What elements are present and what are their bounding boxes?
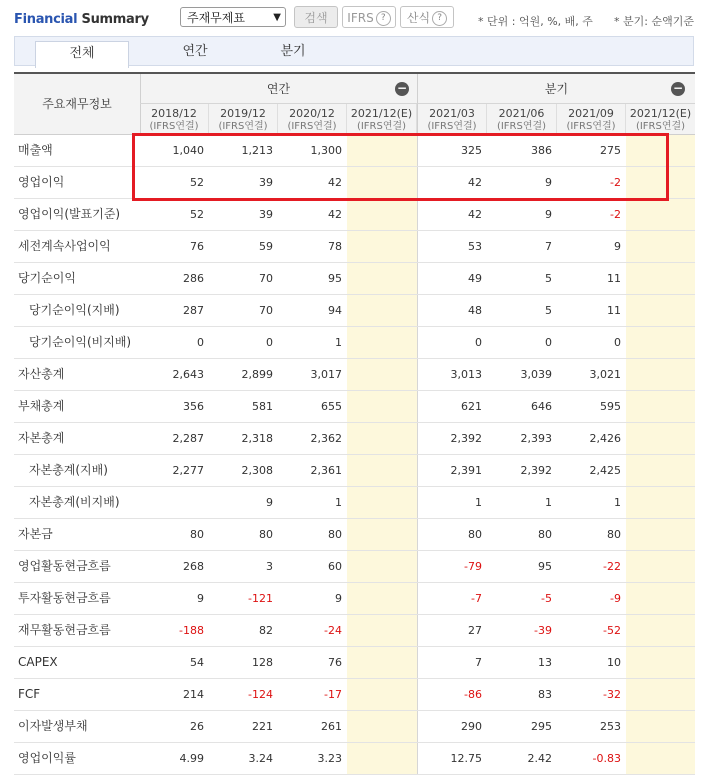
period-date: 2019/12	[220, 107, 266, 120]
value-cell: 3.23	[317, 752, 342, 765]
value-cell: -124	[248, 688, 273, 701]
ifrs-label: IFRS	[347, 11, 374, 25]
row-label: CAPEX	[14, 647, 140, 678]
row-label: 재무활동현금흐름	[14, 615, 140, 646]
value-cell	[626, 423, 695, 454]
row-label: 자본총계(지배)	[14, 455, 140, 486]
value-cell: 83	[538, 688, 552, 701]
toolbar	[0, 0, 721, 36]
period-date: 2020/12	[289, 107, 335, 120]
value-cell: 646	[531, 400, 552, 413]
value-cell: 80	[607, 528, 621, 541]
value-cell	[347, 295, 417, 326]
value-cell: 261	[321, 720, 342, 733]
value-cell: 2,426	[589, 432, 621, 445]
row-label: 이자발생부채	[14, 711, 140, 742]
value-cell: 2,362	[310, 432, 342, 445]
value-cell: 80	[538, 528, 552, 541]
title-summary: Summary	[77, 12, 149, 27]
value-cell: 2,391	[417, 455, 487, 486]
annual-group-label: 연간	[266, 82, 291, 96]
tab-annual[interactable]: 연간	[182, 44, 208, 59]
quarter-group-header	[417, 74, 695, 104]
table-row	[14, 551, 695, 583]
value-cell: 70	[259, 272, 273, 285]
page-title	[14, 12, 149, 27]
value-cell: 0	[197, 336, 204, 349]
value-cell	[347, 135, 417, 166]
value-cell	[626, 583, 695, 614]
period-date: 2018/12	[151, 107, 197, 120]
value-cell: -32	[603, 688, 621, 701]
value-cell: -0.83	[592, 752, 621, 765]
value-cell: 2,361	[310, 464, 342, 477]
value-cell: 60	[328, 560, 342, 573]
period-basis: (IFRS연결)	[496, 121, 547, 132]
value-cell: 80	[190, 528, 204, 541]
value-cell: 95	[328, 272, 342, 285]
period-basis: (IFRS연결)	[287, 121, 337, 132]
value-cell	[347, 199, 417, 230]
value-cell: 7	[417, 647, 487, 678]
value-cell: 9	[545, 208, 552, 221]
value-cell: -188	[179, 624, 204, 637]
value-cell	[626, 487, 695, 518]
value-cell: 325	[417, 135, 487, 166]
tab-quarterly[interactable]: 분기	[280, 44, 306, 59]
value-cell	[347, 711, 417, 742]
value-cell	[347, 487, 417, 518]
value-cell: 1	[417, 487, 487, 518]
table-row	[14, 263, 695, 295]
value-cell: 1,300	[310, 144, 342, 157]
table-row	[14, 231, 695, 263]
value-cell: 621	[417, 391, 487, 422]
value-cell	[626, 391, 695, 422]
value-cell	[626, 231, 695, 262]
collapse-quarter-icon[interactable]: −	[672, 81, 684, 95]
value-cell: 80	[328, 528, 342, 541]
value-cell: 295	[531, 720, 552, 733]
value-cell	[626, 551, 695, 582]
value-cell: 27	[417, 615, 487, 646]
period-header	[487, 104, 557, 134]
value-cell	[347, 231, 417, 262]
row-label: 영업이익	[14, 167, 140, 198]
table-row	[14, 615, 695, 647]
value-cell: 1	[335, 496, 342, 509]
row-header-label: 주요재무정보	[14, 74, 141, 134]
table-row	[14, 647, 695, 679]
period-header	[557, 104, 626, 134]
value-cell: 655	[321, 400, 342, 413]
value-cell	[626, 167, 695, 198]
title-financial: Financial	[14, 12, 78, 27]
statement-type-select[interactable]	[180, 7, 286, 27]
ifrs-help-button[interactable]	[342, 6, 396, 28]
value-cell: 78	[328, 240, 342, 253]
question-icon: ?	[432, 11, 447, 26]
value-cell: -79	[417, 551, 487, 582]
period-basis: (IFRS연결)	[218, 121, 268, 132]
value-cell: 0	[614, 336, 621, 349]
period-date: 2021/06	[498, 107, 545, 120]
value-cell: 2,318	[241, 432, 273, 445]
value-cell: 287	[183, 304, 204, 317]
value-cell: 1	[335, 336, 342, 349]
value-cell: 3,013	[417, 359, 487, 390]
value-cell: 82	[259, 624, 273, 637]
value-cell: 2,393	[520, 432, 552, 445]
value-cell: 214	[183, 688, 204, 701]
formula-help-button[interactable]	[400, 6, 454, 28]
value-cell: 54	[190, 656, 204, 669]
value-cell	[347, 615, 417, 646]
value-cell: 1,213	[241, 144, 273, 157]
value-cell	[347, 263, 417, 294]
collapse-annual-icon[interactable]: −	[396, 81, 408, 95]
table-row	[14, 743, 695, 775]
period-basis: (IFRS연결)	[635, 121, 686, 132]
value-cell: 42	[417, 167, 487, 198]
value-cell: -2	[610, 208, 621, 221]
value-cell	[626, 743, 695, 774]
value-cell: 95	[538, 560, 552, 573]
period-date: 2021/12(E)	[629, 107, 692, 120]
value-cell: 2,643	[172, 368, 204, 381]
value-cell: 9	[335, 592, 342, 605]
value-cell	[626, 679, 695, 710]
financial-summary-table	[14, 72, 695, 775]
value-cell: 2,392	[520, 464, 552, 477]
value-cell: 76	[190, 240, 204, 253]
value-cell: 3,017	[310, 368, 342, 381]
value-cell: 253	[600, 720, 621, 733]
value-cell: 94	[328, 304, 342, 317]
value-cell	[347, 327, 417, 358]
value-cell	[626, 455, 695, 486]
value-cell	[626, 327, 695, 358]
value-cell: 3,039	[520, 368, 552, 381]
table-row	[14, 391, 695, 423]
period-date: 2021/09	[568, 107, 614, 120]
value-cell: 48	[417, 295, 487, 326]
value-cell: 42	[328, 176, 342, 189]
value-cell: 2,392	[417, 423, 487, 454]
chevron-down-icon: ▼	[273, 12, 281, 23]
value-cell: 9	[545, 176, 552, 189]
value-cell: 275	[600, 144, 621, 157]
value-cell: 386	[531, 144, 552, 157]
value-cell	[347, 423, 417, 454]
row-label: 영업이익률	[14, 743, 140, 774]
row-label: 자본총계	[14, 423, 140, 454]
value-cell: 26	[190, 720, 204, 733]
period-basis: (IFRS연결)	[356, 121, 407, 132]
value-cell: 0	[266, 336, 273, 349]
value-cell: 0	[417, 327, 487, 358]
value-cell	[626, 519, 695, 550]
value-cell: 10	[607, 656, 621, 669]
period-header	[209, 104, 278, 134]
value-cell: -39	[534, 624, 552, 637]
value-cell: -7	[417, 583, 487, 614]
value-cell: 221	[252, 720, 273, 733]
row-label: 부채총계	[14, 391, 140, 422]
value-cell	[626, 199, 695, 230]
row-label: 자본금	[14, 519, 140, 550]
period-header	[626, 104, 695, 134]
value-cell: -22	[603, 560, 621, 573]
value-cell: 53	[417, 231, 487, 262]
value-cell: 80	[417, 519, 487, 550]
value-cell: 5	[545, 272, 552, 285]
value-cell	[347, 583, 417, 614]
value-cell	[626, 295, 695, 326]
value-cell: 11	[607, 304, 621, 317]
formula-label: 산식	[406, 11, 431, 25]
period-date: 2021/12(E)	[350, 107, 413, 120]
value-cell: 595	[600, 400, 621, 413]
value-cell	[626, 711, 695, 742]
value-cell: -121	[248, 592, 273, 605]
period-header	[347, 104, 417, 134]
value-cell	[347, 743, 417, 774]
table-row	[14, 487, 695, 519]
value-cell: 42	[328, 208, 342, 221]
value-cell: 70	[259, 304, 273, 317]
value-cell: 76	[328, 656, 342, 669]
row-label: 당기순이익(비지배)	[14, 327, 140, 358]
value-cell: 7	[545, 240, 552, 253]
table-row	[14, 135, 695, 167]
value-cell: 9	[197, 592, 204, 605]
value-cell: 80	[259, 528, 273, 541]
value-cell	[626, 263, 695, 294]
table-row	[14, 359, 695, 391]
table-header	[14, 74, 695, 135]
table-row	[14, 327, 695, 359]
value-cell: 1	[614, 496, 621, 509]
table-row	[14, 167, 695, 199]
period-header	[140, 104, 209, 134]
table-row	[14, 711, 695, 743]
value-cell: 3.24	[248, 752, 273, 765]
value-cell: 3	[266, 560, 273, 573]
row-label: FCF	[14, 679, 140, 710]
value-cell: 1,040	[172, 144, 204, 157]
value-cell	[347, 167, 417, 198]
value-cell	[347, 647, 417, 678]
value-cell: 59	[259, 240, 273, 253]
value-cell	[140, 487, 209, 518]
period-date: 2021/03	[429, 107, 475, 120]
period-basis: (IFRS연결)	[427, 121, 477, 132]
row-label: 자본총계(비지배)	[14, 487, 140, 518]
value-cell: 2,287	[172, 432, 204, 445]
value-cell	[626, 359, 695, 390]
table-row	[14, 679, 695, 711]
value-cell: 12.75	[417, 743, 487, 774]
table-row	[14, 199, 695, 231]
value-cell: 49	[417, 263, 487, 294]
row-label: 당기순이익	[14, 263, 140, 294]
period-basis: (IFRS연결)	[566, 121, 616, 132]
table-row	[14, 455, 695, 487]
row-label: 당기순이익(지배)	[14, 295, 140, 326]
value-cell: 290	[417, 711, 487, 742]
row-label: 매출액	[14, 135, 140, 166]
value-cell: 1	[545, 496, 552, 509]
value-cell: 13	[538, 656, 552, 669]
value-cell: 2,425	[589, 464, 621, 477]
value-cell	[626, 135, 695, 166]
value-cell	[626, 647, 695, 678]
value-cell: 5	[545, 304, 552, 317]
search-button[interactable]: 검색	[294, 6, 338, 28]
value-cell	[626, 615, 695, 646]
value-cell: 3,021	[589, 368, 621, 381]
value-cell: -24	[324, 624, 342, 637]
period-header	[417, 104, 487, 134]
value-cell: 42	[417, 199, 487, 230]
table-row	[14, 295, 695, 327]
value-cell: 52	[190, 176, 204, 189]
annual-group-header	[140, 74, 417, 104]
tab-all[interactable]: 전체	[35, 41, 129, 68]
value-cell: -9	[610, 592, 621, 605]
value-cell: 9	[266, 496, 273, 509]
row-label: 자산총계	[14, 359, 140, 390]
quarter-group-label: 분기	[544, 82, 569, 96]
value-cell: 356	[183, 400, 204, 413]
value-cell: 2,277	[172, 464, 204, 477]
value-cell: 9	[614, 240, 621, 253]
table-row	[14, 583, 695, 615]
row-label: 영업이익(발표기준)	[14, 199, 140, 230]
value-cell: 268	[183, 560, 204, 573]
table-row	[14, 519, 695, 551]
row-label: 세전계속사업이익	[14, 231, 140, 262]
value-cell: 11	[607, 272, 621, 285]
value-cell	[347, 455, 417, 486]
value-cell: -86	[417, 679, 487, 710]
value-cell: -17	[324, 688, 342, 701]
statement-type-value: 주재무제표	[187, 11, 245, 25]
value-cell: 4.99	[179, 752, 204, 765]
period-header	[278, 104, 347, 134]
value-cell	[347, 359, 417, 390]
value-cell: -5	[541, 592, 552, 605]
quarter-basis-note: * 분기: 순액기준	[614, 15, 694, 28]
value-cell: 2.42	[527, 752, 552, 765]
value-cell: -52	[603, 624, 621, 637]
value-cell: 2,899	[241, 368, 273, 381]
unit-note: * 단위 : 억원, %, 배, 주	[478, 15, 593, 28]
value-cell: 0	[545, 336, 552, 349]
value-cell: 39	[259, 208, 273, 221]
value-cell	[347, 551, 417, 582]
value-cell: -2	[610, 176, 621, 189]
period-basis: (IFRS연결)	[149, 121, 199, 132]
row-label: 영업활동현금흐름	[14, 551, 140, 582]
value-cell	[347, 391, 417, 422]
value-cell: 52	[190, 208, 204, 221]
row-label: 투자활동현금흐름	[14, 583, 140, 614]
period-tabs	[14, 36, 694, 66]
value-cell: 286	[183, 272, 204, 285]
value-cell: 128	[252, 656, 273, 669]
value-cell: 2,308	[241, 464, 273, 477]
table-row	[14, 423, 695, 455]
value-cell: 581	[252, 400, 273, 413]
question-icon: ?	[376, 11, 391, 26]
value-cell: 39	[259, 176, 273, 189]
value-cell	[347, 679, 417, 710]
value-cell	[347, 519, 417, 550]
